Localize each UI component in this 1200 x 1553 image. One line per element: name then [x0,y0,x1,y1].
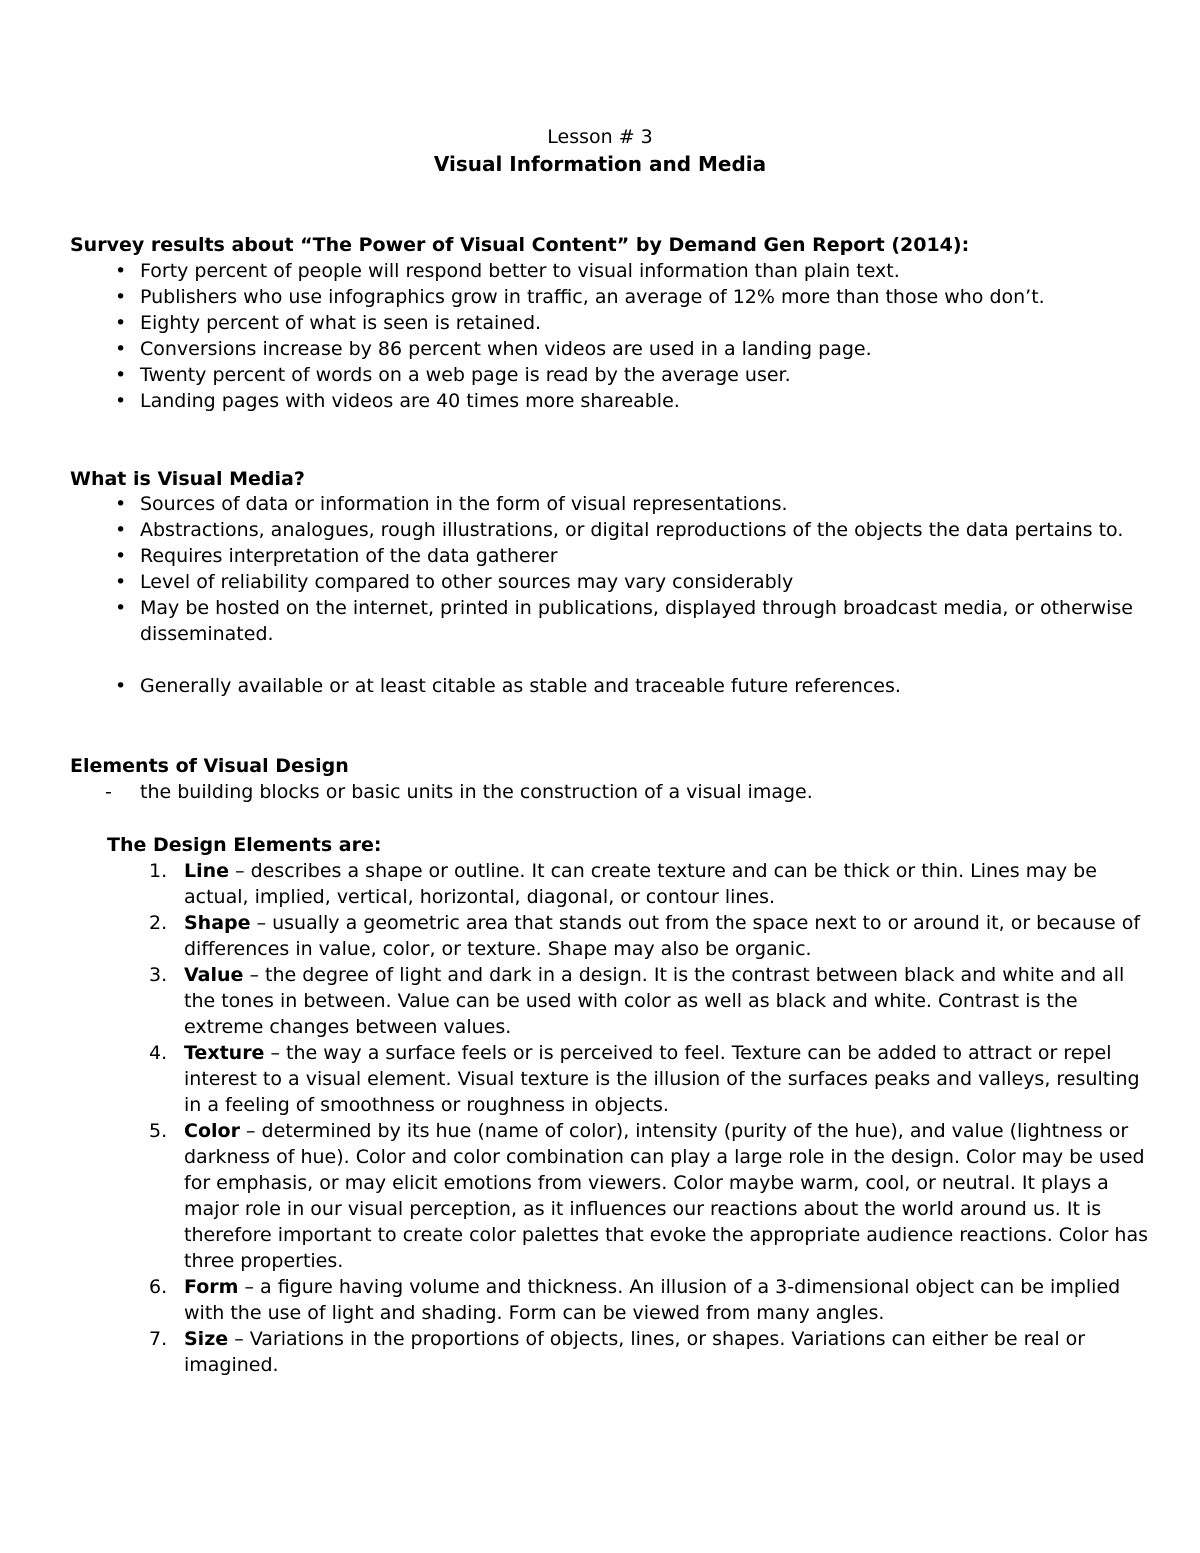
item-description: – the way a surface feels or is perceived to feel. Texture can be added to attract or repel interest to a visual element. Visual texture is the illusion of the surfaces peaks and valleys, resulting in a feeling of smoothness or roughness in objects. [184,1042,1140,1116]
item-term: Size [184,1328,229,1350]
list-item [70,543,1150,569]
lesson-title: Visual Information and Media [433,152,767,176]
item-number: 3. [149,964,168,986]
bullet-icon: • [115,493,127,515]
list-item-text: Requires interpretation of the data gatherer [140,545,558,567]
item-term: Form [184,1276,239,1298]
design-elements-list [0,858,1150,1378]
item-number: 5. [149,1120,168,1142]
bullet-icon: • [115,571,127,593]
bullet-icon: • [115,675,127,697]
item-number: 6. [149,1276,168,1298]
item-description: – a figure having volume and thickness. An illusion of a 3-dimensional object can be implied with the use of light and shading. Form can be viewed from many angles. [184,1276,1121,1324]
visual-media-list [70,491,1150,699]
list-item [0,962,1150,1040]
list-item [0,1118,1150,1274]
item-term: Shape [184,912,251,934]
list-item [70,595,1150,647]
list-item-text: Abstractions, analogues, rough illustrations, or digital reproductions of the objects the data pertains to. [140,519,1124,541]
bullet-icon: • [115,597,127,619]
item-number: 2. [149,912,168,934]
list-item-text: Landing pages with videos are 40 times more shareable. [140,390,680,412]
list-item-text: Conversions increase by 86 percent when videos are used in a landing page. [140,338,872,360]
list-item [70,284,1150,310]
list-item [70,517,1150,543]
list-item [70,673,1150,699]
item-term: Texture [184,1042,265,1064]
list-item [70,491,1150,517]
list-item [0,1274,1150,1326]
item-description: – usually a geometric area that stands out from the space next to or around it, or because of differences in value, color, or texture. Shape may also be organic. [184,912,1141,960]
item-number: 1. [149,860,168,882]
item-description: – describes a shape or outline. It can create texture and can be thick or thin. Lines may be actual, implied, vertical, horizontal, diagonal, or contour lines. [184,860,1097,908]
list-item [0,1040,1150,1118]
list-item [70,362,1150,388]
item-term: Line [184,860,230,882]
bullet-icon: • [115,260,127,282]
elements-heading: Elements of Visual Design [70,755,349,777]
item-term: Value [184,964,244,986]
dash-marker: - [105,781,112,803]
list-item-text: Forty percent of people will respond better to visual information than plain text. [140,260,900,282]
list-item-text: Eighty percent of what is seen is retained. [140,312,542,334]
bullet-icon: • [115,312,127,334]
list-item [0,858,1150,910]
bullet-icon: • [115,390,127,412]
visual-media-heading: What is Visual Media? [70,468,305,490]
list-item-text: May be hosted on the internet, printed in publications, displayed through broadcast media, or otherwise disseminated. [140,597,1133,645]
list-item [70,388,1150,414]
item-description: – Variations in the proportions of objects, lines, or shapes. Variations can either be real or imagined. [184,1328,1086,1376]
item-term: Color [184,1120,240,1142]
bullet-icon: • [115,364,127,386]
list-item [0,1326,1150,1378]
list-item [70,310,1150,336]
survey-list [70,258,1150,414]
list-item [70,258,1150,284]
item-description: – the degree of light and dark in a design. It is the contrast between black and white and all the tones in between. Value can be used with color as well as black and white. Contrast is the extreme changes between values. [184,964,1125,1038]
list-item-text: Generally available or at least citable as stable and traceable future references. [140,675,901,697]
survey-heading: Survey results about “The Power of Visual Content” by Demand Gen Report (2014): [70,234,970,256]
list-item [70,336,1150,362]
item-number: 4. [149,1042,168,1064]
bullet-icon: • [115,286,127,308]
bullet-icon: • [115,519,127,541]
design-elements-subheading: The Design Elements are: [107,834,382,856]
elements-intro-text: the building blocks or basic units in the construction of a visual image. [140,781,813,803]
bullet-icon: • [115,338,127,360]
list-item [70,569,1150,595]
list-item-text: Publishers who use infographics grow in traffic, an average of 12% more than those who don’t. [140,286,1045,308]
list-item [0,910,1150,962]
lesson-number: Lesson # 3 [547,126,653,148]
list-item-text: Level of reliability compared to other sources may vary considerably [140,571,794,593]
item-number: 7. [149,1328,168,1350]
item-description: – determined by its hue (name of color), intensity (purity of the hue), and value (lightness or darkness of hue). Color and color combination can play a large role in the design. Color may be used for emphasis, or may elicit emotions from viewers. Color maybe warm, cool, or neutral. It plays a major role in our visual perception, as it influences our reactions about the world around us. It is therefore important to create color palettes that evoke the appropriate audience reactions. Color has three properties. [184,1120,1149,1272]
bullet-icon: • [115,545,127,567]
list-item-text: Twenty percent of words on a web page is read by the average user. [140,364,791,386]
list-item-text: Sources of data or information in the form of visual representations. [140,493,788,515]
